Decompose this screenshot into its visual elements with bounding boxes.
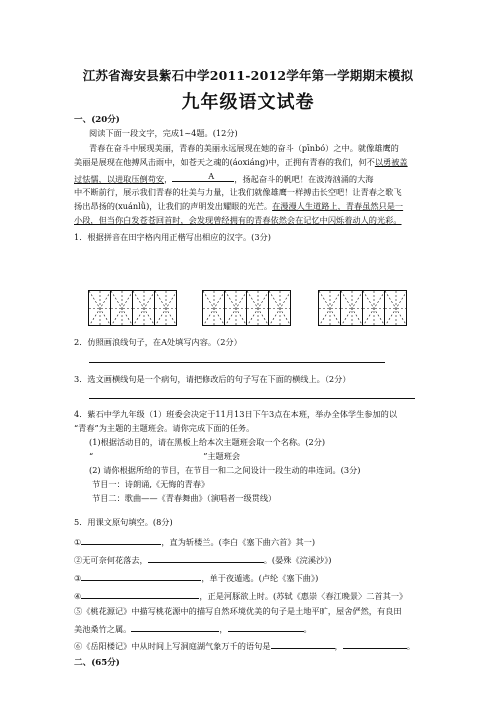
item-text: ，正是河豚欲上时。(苏轼《惠崇〈春江晚景〉二首其一》 xyxy=(199,591,408,601)
wavy-underlined-text: 以勇被盖 xyxy=(374,157,408,167)
passage-text-5: 扬出昂扬的(xuánlǜ)，让我们的声明发出耀眼的光芒。 xyxy=(74,201,273,211)
fill-blank[interactable] xyxy=(343,639,407,649)
fill-item-5: ⑤《桃花源记》中描写桃花源中的描写自然环境优美的句子是土地平旷，屋舍俨然，有良田 xyxy=(74,606,402,616)
grid-cell[interactable] xyxy=(110,290,133,326)
fill-blank[interactable] xyxy=(228,622,304,632)
section-two-heading: 二、(65分) xyxy=(74,658,120,668)
grid-cell[interactable] xyxy=(384,290,407,326)
passage-line-2 xyxy=(74,157,408,168)
item-marker: ③ xyxy=(74,573,82,583)
item-marker: ① xyxy=(74,537,82,547)
fill-item-2 xyxy=(74,553,332,566)
question-5-heading: 5．用课文原句填空。(8分) xyxy=(74,517,173,527)
grid-cell[interactable] xyxy=(202,290,225,326)
fill-blank[interactable] xyxy=(81,535,161,545)
grid-cell[interactable] xyxy=(224,290,247,326)
section-one-heading: 一、(20分) xyxy=(74,115,120,125)
item-marker: ④ xyxy=(74,591,82,601)
quote-open: “ xyxy=(89,451,94,461)
grid-cell[interactable] xyxy=(88,290,111,326)
item-text: 。(晏殊《浣溪沙》) xyxy=(263,555,332,565)
grid-cell[interactable] xyxy=(318,290,341,326)
item-text: ，单于夜遁逃。(卢纶《塞下曲》) xyxy=(201,573,319,583)
fill-blank[interactable] xyxy=(81,571,201,581)
question-1: 1．根据拼音在田字格内用正楷写出相应的汉字。(3分) xyxy=(74,232,271,242)
passage-line-3 xyxy=(74,172,373,185)
item-text: 美池桑竹之属。 xyxy=(74,624,132,634)
question-4-line-2: “青春”为主题的主题班会。请你完成下面的任务。 xyxy=(74,423,255,433)
grid-cell[interactable] xyxy=(362,290,385,326)
grid-group-1[interactable] xyxy=(88,290,177,326)
passage-line-5 xyxy=(74,201,403,212)
reading-instruction: 阅读下面一段文字，完成1~4题。(12分) xyxy=(89,128,238,138)
passage-line-6 xyxy=(74,215,402,226)
question-4-sub-1: (1)根据活动目的，请在黑板上给本次主题班会取一个名称。(2分) xyxy=(89,437,326,447)
question-4-line-1: 4．紫石中学九年级（1）班委会决定于11月13日下午3点在本班，举办全体学生参加的以 xyxy=(74,409,398,419)
fill-blank[interactable] xyxy=(81,589,199,599)
theme-name-line[interactable] xyxy=(89,451,240,462)
fill-blank[interactable] xyxy=(131,622,219,632)
grid-cell[interactable] xyxy=(154,290,177,326)
fill-item-4 xyxy=(74,589,407,602)
question-3: 3．选文画横线句是一个病句，请把修改后的句子写在下面的横线上。（2分） xyxy=(74,374,351,384)
blank-a[interactable] xyxy=(172,172,234,182)
passage-text-3: ，扬起奋斗的帆吧！在波涛汹涌的大海 xyxy=(234,174,374,184)
answer-line-q2[interactable] xyxy=(89,362,385,363)
blank-a-marker: A xyxy=(208,171,215,181)
program-two: 节目二：歌曲——《青春舞曲》（演唱者一级贯线） xyxy=(92,493,277,503)
fill-blank[interactable] xyxy=(148,553,264,563)
grid-cell[interactable] xyxy=(268,290,291,326)
grid-group-3[interactable] xyxy=(318,290,407,326)
exam-title: 江苏省海安县紫石中学2011-2012学年第一学期期末模拟 xyxy=(82,68,414,83)
item-text: 。 xyxy=(303,624,312,634)
grid-cell[interactable] xyxy=(132,290,155,326)
item-text: ， xyxy=(334,641,343,651)
grid-group-2[interactable] xyxy=(202,290,291,326)
passage-text: 美丽是展现在他搏风击雨中，如苍天之魂的(áoxiáng)中，正拥有青春的我们，何不 xyxy=(74,157,375,167)
exam-subtitle: 九年级语文试卷 xyxy=(181,92,315,113)
fill-item-3 xyxy=(74,571,318,584)
fill-item-6 xyxy=(74,639,415,652)
underlined-sentence-2: 小段，但当你白发苍苍回首时，会发现曾经拥有的青春依然会在记忆中闪烁着动人的光彩。 xyxy=(74,215,402,225)
quote-close: ”主题班会 xyxy=(203,451,241,461)
item-text: ， xyxy=(219,624,228,634)
item-text: ，直为斩楼兰。(李白《塞下曲六首》其一) xyxy=(161,537,316,547)
fill-item-1 xyxy=(74,535,315,548)
item-text: ②无可奈何花落去， xyxy=(74,555,148,565)
underlined-sentence: 在漫漫人生道路上，青春虽然只是一 xyxy=(272,201,404,211)
item-text: ⑥《岳阳楼记》中从时间上写洞庭湖气象万千的语句是 xyxy=(74,641,271,651)
grid-cell[interactable] xyxy=(246,290,269,326)
answer-line-q3[interactable] xyxy=(89,398,415,399)
fill-blank[interactable] xyxy=(271,639,335,649)
program-one: 节目一：诗朗诵,《无悔的青春》 xyxy=(92,479,210,489)
question-2: 2．仿照画浪线句子，在A处填写内容。（2分） xyxy=(74,337,242,347)
passage-line-4: 中不断前行，展示我们青春的壮美与力量，让我们就像雄鹰一样搏击长空吧！让青春之歌飞 xyxy=(74,187,402,197)
passage-comma: ， xyxy=(164,174,173,184)
question-4-sub-2: (2) 请你根据所给的节目，在节目一和二之间设计一段生动的串连词。(3分) xyxy=(89,465,361,475)
fill-item-5-cont xyxy=(74,622,312,635)
item-text: 。 xyxy=(406,641,415,651)
passage-line-1: 青春在奋斗中展现美丽，青春的美丽永远展现在她的奋斗（pīnbó）之中。就像雄鹰的 xyxy=(89,143,399,153)
grid-cell[interactable] xyxy=(340,290,363,326)
wavy-underlined-text-2: 过怯懦，以进取压倒苟安 xyxy=(74,174,165,184)
